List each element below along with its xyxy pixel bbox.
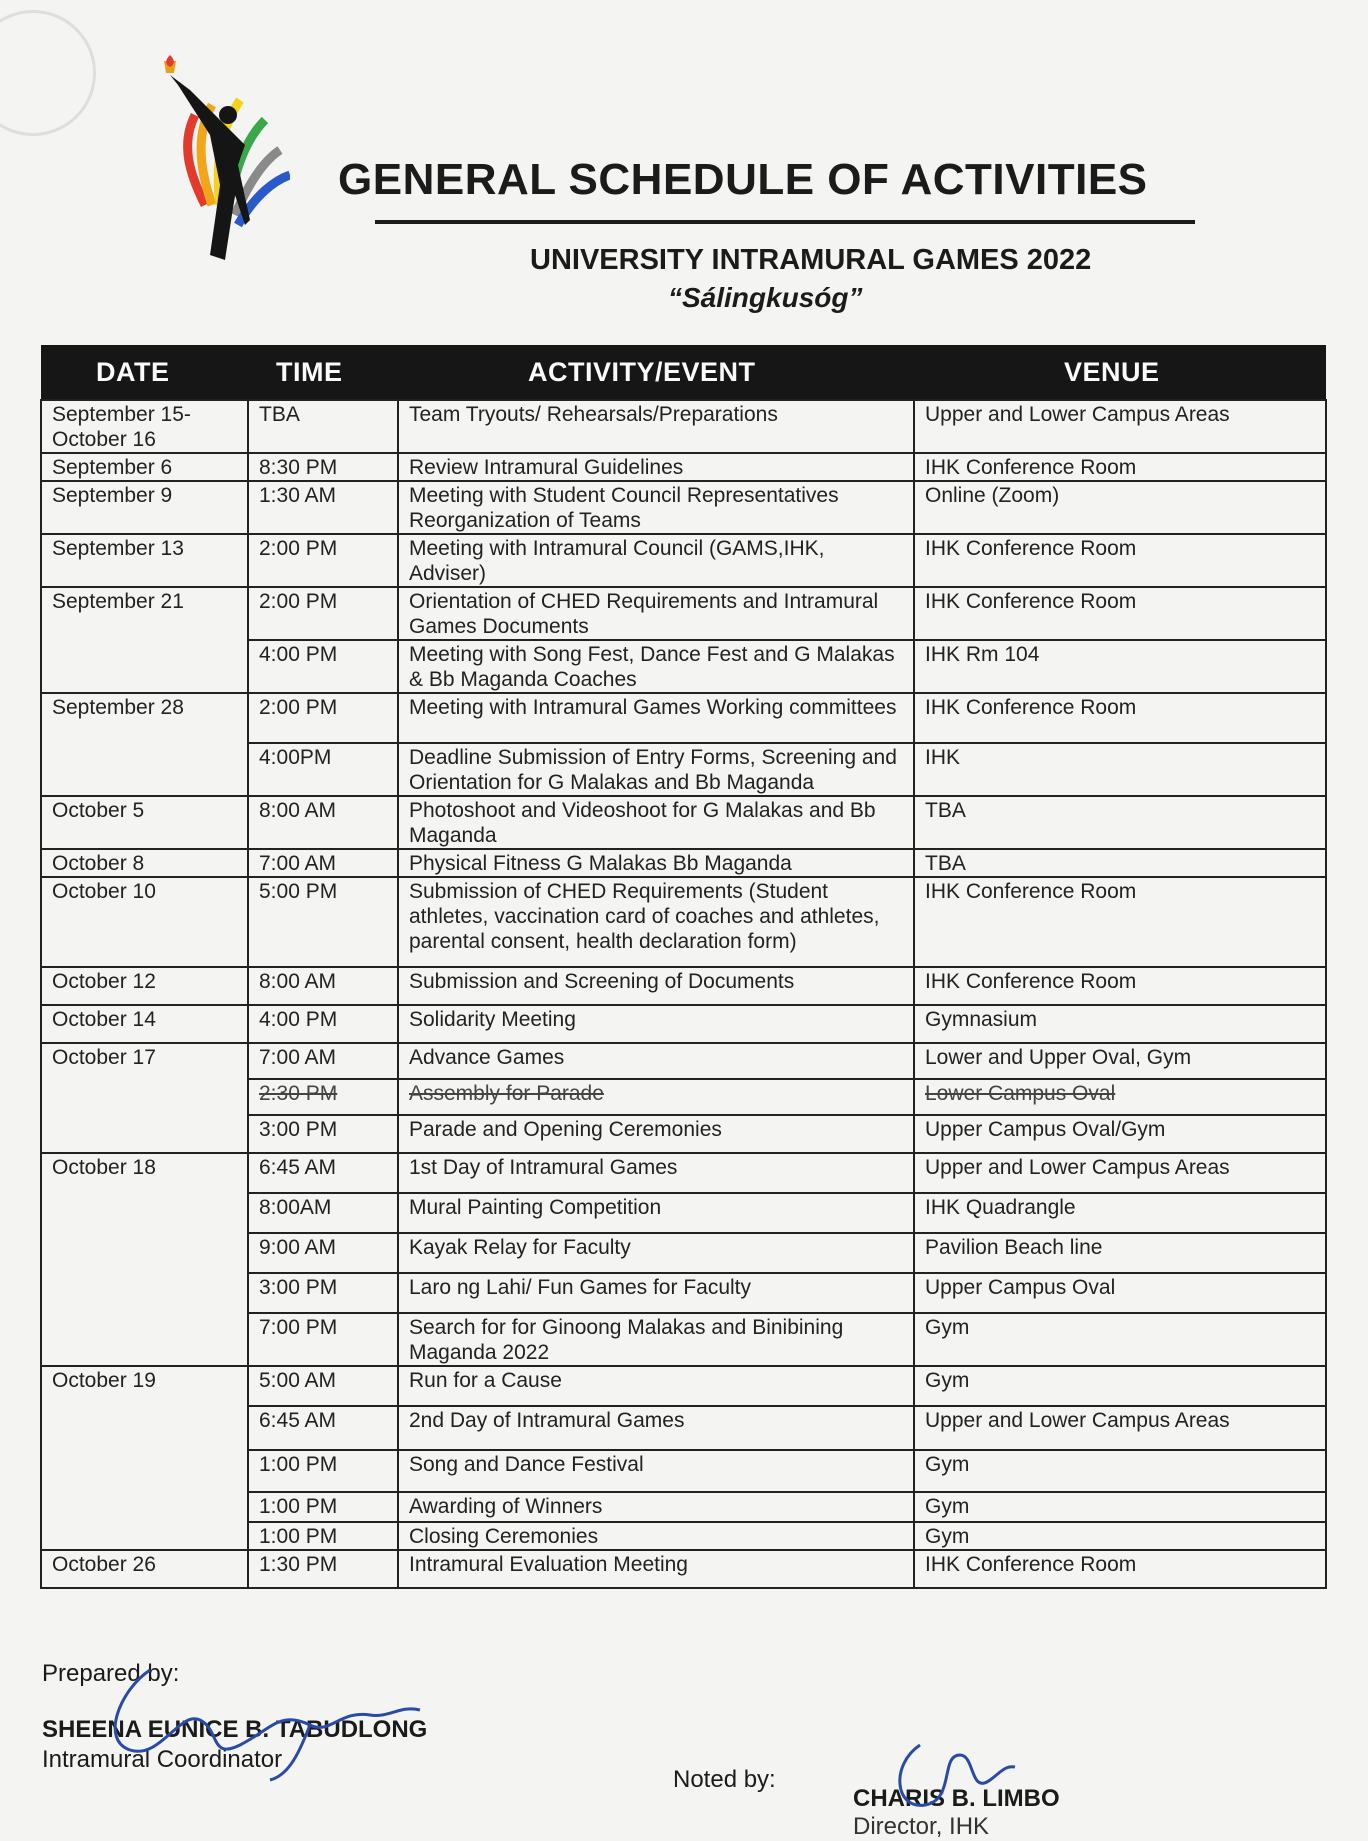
cell-venue <box>914 587 1326 640</box>
cell-activity-text: 2nd Day of Intramural Games <box>409 1409 685 1432</box>
cell-date <box>41 1366 248 1406</box>
cell-time-text: 3:00 PM <box>259 1276 338 1299</box>
cell-activity <box>398 481 914 534</box>
cell-venue <box>914 796 1326 849</box>
noted-by-role: Director, IHK <box>853 1813 990 1840</box>
cell-date <box>41 1406 248 1450</box>
cell-activity <box>398 1005 914 1043</box>
cell-time-text: 7:00 AM <box>259 852 337 875</box>
cell-activity-text: Review Intramural Guidelines <box>409 456 684 479</box>
column-header-venue: VENUE <box>914 345 1326 400</box>
cell-time-text: 8:30 PM <box>259 456 338 479</box>
cell-activity-text: Meeting with Song Fest, Dance Fest and G Malakas & Bb Maganda Coaches <box>409 643 895 691</box>
cell-activity <box>398 453 914 481</box>
cell-venue <box>914 849 1326 877</box>
cell-activity-text: Parade and Opening Ceremonies <box>409 1118 722 1141</box>
cell-venue-text: Lower and Upper Oval, Gym <box>925 1046 1192 1069</box>
cell-time <box>248 1233 398 1273</box>
table-row <box>41 1043 1326 1079</box>
cell-time <box>248 849 398 877</box>
cell-activity <box>398 1313 914 1366</box>
event-tagline: “Sálingkusóg” <box>668 282 863 313</box>
cell-venue <box>914 1115 1326 1153</box>
cell-venue-text: IHK Quadrangle <box>925 1196 1076 1219</box>
table-row <box>41 1406 1326 1450</box>
cell-activity <box>398 743 914 796</box>
cell-venue <box>914 1273 1326 1313</box>
table-row <box>41 849 1326 877</box>
cell-activity-text: Song and Dance Festival <box>409 1453 644 1476</box>
cell-activity <box>398 1450 914 1492</box>
cell-activity-text: Intramural Evaluation Meeting <box>409 1553 688 1576</box>
cell-date <box>41 1522 248 1550</box>
cell-venue-text: Pavilion Beach line <box>925 1236 1103 1259</box>
cell-venue-text: Lower Campus Oval <box>925 1082 1116 1105</box>
coordinator-signature <box>60 1650 450 1790</box>
cell-time <box>248 1366 398 1406</box>
cell-date <box>41 640 248 693</box>
cell-time <box>248 1043 398 1079</box>
cell-date <box>41 1450 248 1492</box>
cell-time <box>248 877 398 967</box>
cell-date-text: September 9 <box>52 484 173 507</box>
cell-date <box>41 1005 248 1043</box>
cell-time-text: 4:00 PM <box>259 643 338 666</box>
cell-time <box>248 1406 398 1450</box>
cell-activity <box>398 1079 914 1115</box>
table-row <box>41 400 1326 453</box>
cell-activity-text: Run for a Cause <box>409 1369 562 1392</box>
cell-venue <box>914 967 1326 1005</box>
prepared-by-label: Prepared by: <box>42 1660 180 1687</box>
cell-venue-text: Upper Campus Oval/Gym <box>925 1118 1166 1141</box>
cell-time <box>248 1115 398 1153</box>
noted-by-label: Noted by: <box>673 1766 776 1793</box>
cell-date <box>41 1550 248 1588</box>
cell-activity <box>398 1153 914 1193</box>
table-row <box>41 1366 1326 1406</box>
cell-activity-text: Submission of CHED Requirements (Student athletes, vaccination card of coaches and athletes, parental consent, health declaration form) <box>409 880 880 953</box>
cell-venue <box>914 1522 1326 1550</box>
cell-time-text: 7:00 AM <box>259 1046 337 1069</box>
cell-time <box>248 1450 398 1492</box>
cell-activity <box>398 534 914 587</box>
cell-activity-text: Photoshoot and Videoshoot for G Malakas and Bb Maganda <box>409 799 876 847</box>
cell-time <box>248 1273 398 1313</box>
cell-venue <box>914 1366 1326 1406</box>
cell-activity-text: Mural Painting Competition <box>409 1196 662 1219</box>
cell-time <box>248 743 398 796</box>
table-row <box>41 1153 1326 1193</box>
cell-venue-text: TBA <box>925 852 966 875</box>
cell-activity <box>398 1043 914 1079</box>
cell-time <box>248 400 398 453</box>
table-row <box>41 534 1326 587</box>
cell-venue <box>914 1005 1326 1043</box>
cell-activity-text: Deadline Submission of Entry Forms, Screening and Orientation for G Malakas and Bb Maganda <box>409 746 897 794</box>
cell-activity-text: Meeting with Student Council Representatives Reorganization of Teams <box>409 484 839 532</box>
cell-date <box>41 1079 248 1115</box>
cell-venue-text: IHK Conference Room <box>925 970 1137 993</box>
cell-activity <box>398 849 914 877</box>
cell-date <box>41 1273 248 1313</box>
cell-venue-text: Upper Campus Oval <box>925 1276 1116 1299</box>
cell-venue-text: IHK Rm 104 <box>925 643 1040 666</box>
cell-activity-text: Team Tryouts/ Rehearsals/Preparations <box>409 403 778 426</box>
prepared-by-name: SHEENA EUNICE B. TABUDLONG <box>42 1716 428 1743</box>
cell-venue-text: TBA <box>925 799 966 822</box>
cell-venue-text: IHK Conference Room <box>925 590 1137 613</box>
cell-time-text: 3:00 PM <box>259 1118 338 1141</box>
table-row <box>41 1492 1326 1522</box>
column-header-activity: ACTIVITY/EVENT <box>398 345 914 400</box>
table-row <box>41 967 1326 1005</box>
cell-activity <box>398 796 914 849</box>
cell-venue <box>914 1550 1326 1588</box>
cell-time <box>248 534 398 587</box>
cell-date <box>41 849 248 877</box>
cell-time-text: 8:00 AM <box>259 970 337 993</box>
cell-activity-text: 1st Day of Intramural Games <box>409 1156 678 1179</box>
cell-date-text: October 5 <box>52 799 145 822</box>
cell-time-text: 2:00 PM <box>259 590 338 613</box>
table-row <box>41 453 1326 481</box>
cell-date <box>41 481 248 534</box>
cell-activity <box>398 1492 914 1522</box>
cell-activity <box>398 640 914 693</box>
cell-time-text: 1:00 PM <box>259 1495 338 1518</box>
cell-time-text: 4:00 PM <box>259 1008 338 1031</box>
cell-activity-text: Closing Ceremonies <box>409 1525 599 1548</box>
cell-activity-text: Meeting with Intramural Council (GAMS,IHK, Adviser) <box>409 537 825 585</box>
cell-date-text: October 12 <box>52 970 156 993</box>
cell-venue-text: IHK Conference Room <box>925 537 1137 560</box>
cell-venue <box>914 1153 1326 1193</box>
cell-activity <box>398 1406 914 1450</box>
cell-venue <box>914 693 1326 743</box>
cell-date <box>41 1115 248 1153</box>
cell-time-text: 2:00 PM <box>259 696 338 719</box>
cell-activity-text: Kayak Relay for Faculty <box>409 1236 631 1259</box>
director-signature <box>880 1725 1020 1824</box>
column-header-date: DATE <box>41 345 248 400</box>
cell-time-text: 6:45 AM <box>259 1409 337 1432</box>
cell-time <box>248 1492 398 1522</box>
table-row <box>41 1450 1326 1492</box>
cell-date <box>41 453 248 481</box>
table-row <box>41 1115 1326 1153</box>
cell-venue <box>914 400 1326 453</box>
cell-date <box>41 743 248 796</box>
cell-venue <box>914 1193 1326 1233</box>
cell-time <box>248 453 398 481</box>
cell-activity-text: Awarding of Winners <box>409 1495 603 1518</box>
cell-time-text: 6:45 AM <box>259 1156 337 1179</box>
cell-activity <box>398 1366 914 1406</box>
table-row <box>41 693 1326 743</box>
cell-venue-text: Gym <box>925 1316 970 1339</box>
table-row <box>41 877 1326 967</box>
cell-venue <box>914 534 1326 587</box>
schedule-table <box>40 345 1327 1589</box>
cell-venue-text: Online (Zoom) <box>925 484 1060 507</box>
cell-date-text: September 28 <box>52 696 184 719</box>
cell-date-text: September 15- October 16 <box>52 403 191 451</box>
schedule-body <box>41 400 1326 1588</box>
cell-venue-text: Gym <box>925 1495 970 1518</box>
cell-activity <box>398 877 914 967</box>
column-header-time: TIME <box>248 345 398 400</box>
cell-time-text: 7:00 PM <box>259 1316 338 1339</box>
cell-time <box>248 481 398 534</box>
cell-activity-text: Laro ng Lahi/ Fun Games for Faculty <box>409 1276 751 1299</box>
cell-venue-text: Gym <box>925 1369 970 1392</box>
cell-time <box>248 967 398 1005</box>
cell-activity-text: Search for for Ginoong Malakas and Binibining Maganda 2022 <box>409 1316 844 1364</box>
cell-time <box>248 1522 398 1550</box>
cell-venue-text: Gym <box>925 1453 970 1476</box>
table-header-row <box>41 345 1326 400</box>
cell-activity <box>398 587 914 640</box>
cell-time-text: 8:00AM <box>259 1196 332 1219</box>
cell-time <box>248 1550 398 1588</box>
cell-venue-text: Gym <box>925 1525 970 1548</box>
cell-venue <box>914 1406 1326 1450</box>
table-row <box>41 1273 1326 1313</box>
cell-venue <box>914 877 1326 967</box>
title-underline <box>375 220 1195 224</box>
cell-time <box>248 1193 398 1233</box>
cell-venue <box>914 1492 1326 1522</box>
cell-time-text: 1:00 PM <box>259 1453 338 1476</box>
cell-venue-text: Upper and Lower Campus Areas <box>925 1409 1230 1432</box>
cell-date <box>41 1492 248 1522</box>
cell-date-text: October 17 <box>52 1046 156 1069</box>
cell-activity <box>398 400 914 453</box>
cell-time-text: 4:00PM <box>259 746 332 769</box>
cell-venue-text: Gymnasium <box>925 1008 1038 1031</box>
cell-time-text: 1:30 PM <box>259 1553 338 1576</box>
cell-date <box>41 796 248 849</box>
table-row <box>41 796 1326 849</box>
table-row <box>41 1079 1326 1115</box>
table-row <box>41 743 1326 796</box>
cell-venue-text: IHK Conference Room <box>925 696 1137 719</box>
cell-activity <box>398 693 914 743</box>
cell-date-text: September 13 <box>52 537 184 560</box>
cell-activity-text: Solidarity Meeting <box>409 1008 576 1031</box>
cell-time <box>248 1313 398 1366</box>
cell-venue <box>914 743 1326 796</box>
cell-time <box>248 1079 398 1115</box>
cell-date <box>41 1153 248 1193</box>
cell-time <box>248 1153 398 1193</box>
cell-date-text: October 18 <box>52 1156 156 1179</box>
cell-activity <box>398 1233 914 1273</box>
cell-date-text: October 10 <box>52 880 156 903</box>
cell-time-text: 9:00 AM <box>259 1236 337 1259</box>
noted-by-name: CHARIS B. LIMBO <box>853 1785 1060 1812</box>
cell-date <box>41 693 248 743</box>
cell-activity-text: Submission and Screening of Documents <box>409 970 795 993</box>
cell-date <box>41 1313 248 1366</box>
cell-time-text: 8:00 AM <box>259 799 337 822</box>
cell-time-text: 5:00 PM <box>259 880 338 903</box>
table-row <box>41 1005 1326 1043</box>
event-subtitle: UNIVERSITY INTRAMURAL GAMES 2022 <box>530 244 1092 276</box>
cell-time-text: 5:00 AM <box>259 1369 337 1392</box>
cell-time <box>248 693 398 743</box>
cell-time-text: 2:30 PM <box>259 1082 338 1105</box>
cell-time-text: 1:00 PM <box>259 1525 338 1548</box>
cell-activity <box>398 1273 914 1313</box>
cell-date <box>41 400 248 453</box>
cell-activity <box>398 1550 914 1588</box>
cell-date <box>41 967 248 1005</box>
document-title: GENERAL SCHEDULE OF ACTIVITIES <box>338 155 1148 204</box>
cell-venue-text: IHK <box>925 746 961 769</box>
cell-date-text: October 19 <box>52 1369 156 1392</box>
cell-activity <box>398 1115 914 1153</box>
table-row <box>41 1522 1326 1550</box>
cell-activity-text: Meeting with Intramural Games Working committees <box>409 696 897 719</box>
cell-activity-text: Physical Fitness G Malakas Bb Maganda <box>409 852 792 875</box>
cell-date <box>41 1233 248 1273</box>
cell-time <box>248 1005 398 1043</box>
cell-time-text: 2:00 PM <box>259 537 338 560</box>
cell-venue <box>914 1313 1326 1366</box>
cell-venue <box>914 453 1326 481</box>
cell-time <box>248 640 398 693</box>
table-row <box>41 640 1326 693</box>
cell-venue-text: IHK Conference Room <box>925 456 1137 479</box>
cell-date-text: October 14 <box>52 1008 156 1031</box>
faded-seal <box>0 10 96 136</box>
cell-venue-text: IHK Conference Room <box>925 880 1137 903</box>
cell-time <box>248 587 398 640</box>
cell-venue <box>914 1043 1326 1079</box>
cell-time <box>248 796 398 849</box>
cell-date <box>41 1043 248 1079</box>
cell-date-text: October 26 <box>52 1553 156 1576</box>
cell-date <box>41 877 248 967</box>
table-row <box>41 1550 1326 1588</box>
table-row <box>41 1313 1326 1366</box>
cell-date-text: October 8 <box>52 852 145 875</box>
cell-activity-text: Assembly for Parade <box>409 1082 604 1105</box>
cell-date <box>41 534 248 587</box>
table-row <box>41 481 1326 534</box>
cell-date-text: September 21 <box>52 590 184 613</box>
table-row <box>41 1193 1326 1233</box>
cell-venue <box>914 640 1326 693</box>
cell-venue-text: Upper and Lower Campus Areas <box>925 1156 1230 1179</box>
cell-date-text: September 6 <box>52 456 173 479</box>
cell-venue <box>914 481 1326 534</box>
cell-activity-text: Advance Games <box>409 1046 565 1069</box>
cell-activity <box>398 967 914 1005</box>
table-row <box>41 587 1326 640</box>
cell-date <box>41 1193 248 1233</box>
cell-time-text: 1:30 AM <box>259 484 337 507</box>
cell-date <box>41 587 248 640</box>
table-row <box>41 1233 1326 1273</box>
cell-venue <box>914 1079 1326 1115</box>
cell-activity-text: Orientation of CHED Requirements and Intramural Games Documents <box>409 590 879 638</box>
cell-time-text: TBA <box>259 403 300 426</box>
cell-venue-text: Upper and Lower Campus Areas <box>925 403 1230 426</box>
prepared-by-role: Intramural Coordinator <box>42 1746 283 1773</box>
cell-venue-text: IHK Conference Room <box>925 1553 1137 1576</box>
cell-venue <box>914 1233 1326 1273</box>
cell-venue <box>914 1450 1326 1492</box>
cell-activity <box>398 1522 914 1550</box>
torch-athlete-logo <box>150 55 290 275</box>
cell-activity <box>398 1193 914 1233</box>
